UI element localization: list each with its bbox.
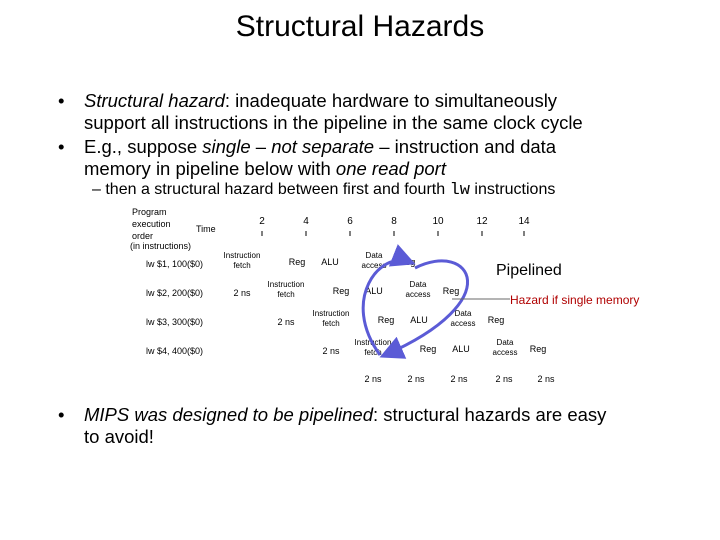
- stage-data-access: access: [361, 261, 387, 270]
- stage-alu: ALU: [452, 344, 470, 354]
- stage-reg: Reg: [419, 344, 437, 354]
- stage-reg: Reg: [332, 286, 350, 296]
- sub-bullet-text: then a structural hazard between first and fourth: [105, 181, 450, 198]
- program-order-label: Program: [132, 207, 167, 217]
- bullet-text: –: [250, 136, 272, 157]
- stage-reg: Reg: [377, 315, 395, 325]
- program-order-label: execution: [132, 219, 171, 229]
- bullet-text: E.g., suppose: [84, 136, 203, 157]
- stage-alu: ALU: [365, 286, 383, 296]
- time-tick-label: 12: [476, 216, 488, 227]
- stage-alu: ALU: [410, 315, 428, 325]
- program-order-label: order: [132, 231, 154, 241]
- stage-time-label: 2 ns: [277, 317, 295, 327]
- bullet-text: – instruction and data: [374, 136, 557, 157]
- stage-reg: Reg: [442, 286, 460, 296]
- stage-instruction-fetch: fetch: [322, 319, 340, 328]
- sub-bullet-dash: –: [92, 181, 101, 198]
- term-single: single: [202, 136, 251, 157]
- bullet-line: [84, 426, 704, 448]
- term-one-read-port: one read port: [335, 158, 446, 179]
- bullet-text: : structural hazards are easy: [373, 404, 607, 425]
- bullet-text: to avoid!: [84, 426, 154, 447]
- time-tick-label: 2: [259, 216, 265, 227]
- bullet-text: memory in pipeline below with: [84, 158, 336, 179]
- instruction-label: lw $2, 200($0): [146, 288, 204, 298]
- program-order-label: (in instructions): [130, 241, 192, 251]
- bullet-line: [84, 404, 704, 426]
- bottom-time-label: 2 ns: [407, 374, 425, 384]
- instruction-label: lw $1, 100($0): [146, 259, 204, 269]
- hazard-label: Hazard if single memory: [510, 293, 640, 307]
- stage-data-access: access: [450, 319, 476, 328]
- pipelined-label: Pipelined: [496, 262, 562, 279]
- sub-bullet-tail: instructions: [469, 181, 556, 198]
- bullet-dot: •: [58, 136, 65, 157]
- term-structural-hazard: Structural hazard: [84, 90, 225, 111]
- stage-alu: ALU: [321, 257, 339, 267]
- bottom-time-label: 2 ns: [450, 374, 468, 384]
- stage-data-access: Data: [365, 251, 383, 260]
- stage-reg: Reg: [288, 257, 306, 267]
- stage-data-access: Data: [454, 309, 472, 318]
- stage-reg: Reg: [487, 315, 505, 325]
- bottom-time-label: 2 ns: [364, 374, 382, 384]
- stage-instruction-fetch: Instruction: [223, 251, 261, 260]
- time-tick-label: 4: [303, 216, 309, 227]
- stage-instruction-fetch: Instruction: [312, 309, 350, 318]
- term-not-separate: not separate: [271, 136, 375, 157]
- instruction-label: lw $3, 300($0): [146, 317, 204, 327]
- stage-reg: Reg: [398, 257, 416, 267]
- stage-data-access: Data: [496, 338, 514, 347]
- bullet-dot: •: [58, 404, 65, 425]
- bullet-text: : inadequate hardware to simultaneously: [224, 90, 558, 111]
- instruction-label: lw $4, 400($0): [146, 346, 204, 356]
- stage-instruction-fetch: Instruction: [354, 338, 392, 347]
- term-mips-pipelined: MIPS was designed to be pipelined: [84, 404, 373, 425]
- time-label: Time: [196, 224, 216, 234]
- stage-instruction-fetch: fetch: [277, 290, 295, 299]
- stage-instruction-fetch: Instruction: [267, 280, 305, 289]
- bullet-text: support all instructions in the pipeline in the same clock cycle: [84, 112, 583, 133]
- stage-data-access: Data: [409, 280, 427, 289]
- bullet-dot: •: [58, 90, 65, 111]
- stage-reg: Reg: [529, 344, 547, 354]
- slide-title: Structural Hazards: [235, 10, 485, 43]
- time-tick-label: 6: [347, 216, 353, 227]
- bottom-time-label: 2 ns: [495, 374, 513, 384]
- time-tick-label: 8: [391, 216, 397, 227]
- stage-time-label: 2 ns: [233, 288, 251, 298]
- stage-instruction-fetch: fetch: [364, 348, 382, 357]
- stage-data-access: access: [492, 348, 518, 357]
- hazard-arrow-icon: [385, 261, 468, 355]
- time-tick-label: 14: [518, 216, 530, 227]
- bottom-time-label: 2 ns: [537, 374, 555, 384]
- stage-time-label: 2 ns: [322, 346, 340, 356]
- code-lw: lw: [449, 181, 470, 200]
- stage-data-access: access: [405, 290, 431, 299]
- stage-instruction-fetch: fetch: [233, 261, 251, 270]
- bullet-mips: [58, 404, 704, 448]
- time-tick-label: 10: [432, 216, 444, 227]
